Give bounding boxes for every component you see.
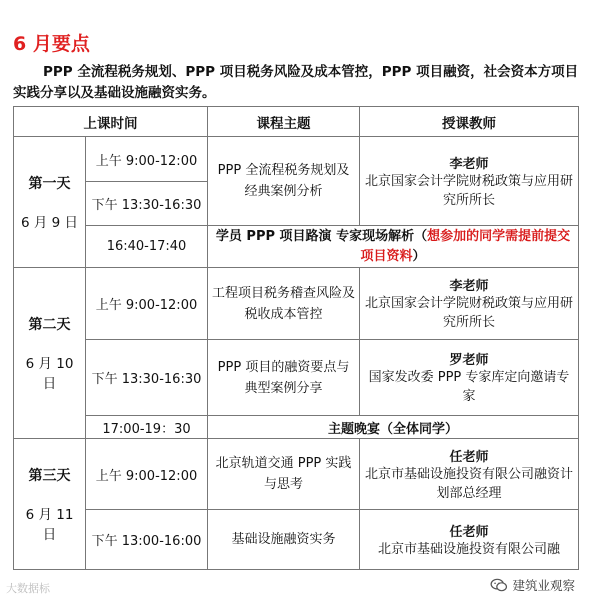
teacher-name: 罗老师 bbox=[449, 353, 489, 368]
day-date: 6 月 9 日 bbox=[20, 215, 79, 231]
course-cell: PPP 项目的融资要点与典型案例分享 bbox=[208, 340, 360, 416]
watermark-text: 大数据标 bbox=[6, 582, 50, 595]
teacher-name: 李老师 bbox=[449, 156, 489, 172]
schedule-table bbox=[13, 106, 579, 570]
time-cell: 上午 9:00-12:00 bbox=[86, 268, 208, 340]
table-row bbox=[14, 439, 579, 510]
day-cell bbox=[14, 137, 86, 268]
roadshow-text: 学员 PPP 项目路演 专家现场解析（ bbox=[215, 228, 428, 244]
time-cell: 下午 13:30-16:30 bbox=[86, 182, 208, 226]
table-row bbox=[14, 340, 579, 416]
time-cell: 上午 9:00-12:00 bbox=[86, 439, 208, 510]
time-cell: 17:00-19：30 bbox=[86, 416, 208, 439]
teacher-description: 国家发改委 PPP 专家库定向邀请专家 bbox=[368, 370, 570, 404]
teacher-description: 北京市基础设施投资有限公司融 bbox=[377, 541, 560, 557]
roadshow-cell bbox=[208, 226, 579, 268]
course-cell: PPP 全流程税务规划及经典案例分析 bbox=[208, 137, 360, 226]
teacher-cell bbox=[360, 510, 579, 570]
teacher-name: 任老师 bbox=[449, 524, 489, 540]
teacher-cell bbox=[360, 439, 579, 510]
header-teacher: 授课教师 bbox=[360, 107, 579, 137]
time-cell: 下午 13:30-16:30 bbox=[86, 340, 208, 416]
table-row bbox=[14, 510, 579, 570]
dinner-cell: 主题晚宴（全体同学） bbox=[208, 416, 579, 439]
time-cell: 下午 13:00-16:00 bbox=[86, 510, 208, 570]
time-cell: 上午 9:00-12:00 bbox=[86, 137, 208, 182]
day-date: 6 月 11 日 bbox=[25, 507, 74, 543]
day-date: 6 月 10 日 bbox=[25, 356, 74, 392]
section-heading: 6 月要点 bbox=[13, 33, 90, 55]
teacher-cell bbox=[360, 340, 579, 416]
course-cell: 工程项目税务稽查风险及税收成本管控 bbox=[208, 268, 360, 340]
table-header-row bbox=[14, 107, 579, 137]
header-course: 课程主题 bbox=[208, 107, 360, 137]
day-name: 第一天 bbox=[28, 176, 71, 192]
teacher-description: 北京市基础设施投资有限公司融资计划部总经理 bbox=[364, 466, 573, 501]
table-row bbox=[14, 137, 579, 182]
table-row bbox=[14, 416, 579, 439]
intro-paragraph: PPP 全流程税务规划、PPP 项目税务风险及成本管控，PPP 项目融资，社会资本方项目实践分享以及基础设施融资实务。 bbox=[13, 64, 579, 101]
day-cell bbox=[14, 268, 86, 439]
table-row bbox=[14, 226, 579, 268]
day-name: 第二天 bbox=[28, 317, 71, 333]
account-watermark bbox=[486, 574, 579, 596]
teacher-description: 北京国家会计学院财税政策与应用研究所所长 bbox=[364, 296, 573, 330]
watermark-left bbox=[6, 580, 50, 596]
course-cell: 基础设施融资实务 bbox=[208, 510, 360, 570]
day-cell bbox=[14, 439, 86, 570]
table-row bbox=[14, 268, 579, 340]
time-cell: 16:40-17:40 bbox=[86, 226, 208, 268]
account-name: 建筑业观察 bbox=[512, 578, 575, 593]
teacher-description: 北京国家会计学院财税政策与应用研究所所长 bbox=[364, 173, 573, 208]
teacher-cell bbox=[360, 137, 579, 226]
day-name: 第三天 bbox=[28, 468, 71, 484]
wechat-icon bbox=[490, 578, 508, 592]
roadshow-text-end: ） bbox=[412, 248, 426, 264]
teacher-name: 李老师 bbox=[449, 279, 489, 294]
teacher-cell bbox=[360, 268, 579, 340]
roadshow-note: 想参加的同学需提前提交项目资料 bbox=[360, 228, 571, 264]
course-cell: 北京轨道交通 PPP 实践与思考 bbox=[208, 439, 360, 510]
teacher-name: 任老师 bbox=[449, 449, 489, 465]
header-time: 上课时间 bbox=[14, 107, 208, 137]
